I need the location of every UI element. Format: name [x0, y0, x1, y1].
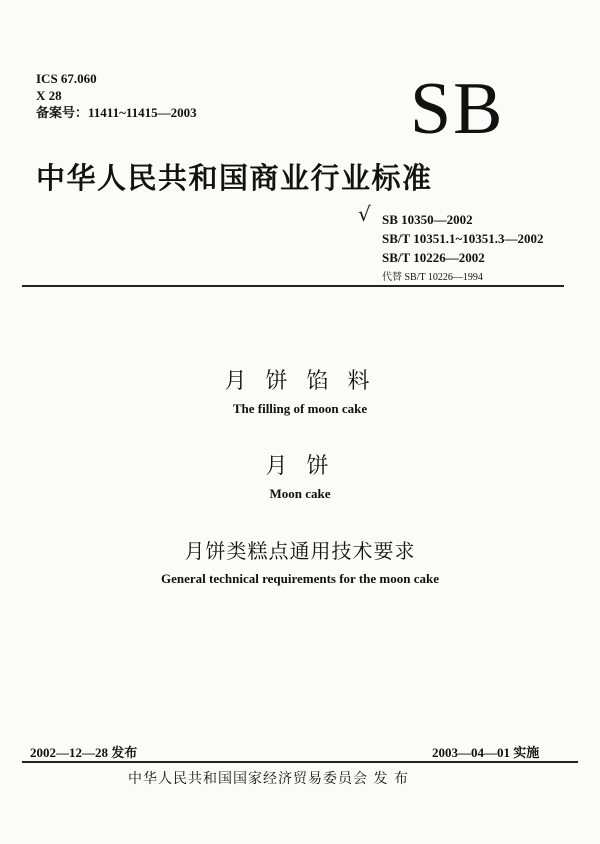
footer-divider — [22, 761, 578, 763]
replaces-note: 代替 SB/T 10226—1994 — [382, 272, 483, 283]
filing-number: 备案号：11411~11415—2003 — [36, 105, 197, 120]
implement-date: 2003—04—01 实施 — [432, 745, 540, 760]
title-cn-general: 月饼类糕点通用技术要求 — [184, 539, 416, 563]
title-en-general: General technical requirements for the moon cake — [160, 571, 439, 586]
sb-standard-mark: SB — [410, 68, 505, 150]
check-mark-icon: √ — [358, 202, 371, 226]
standard-code-3: SB/T 10226—2002 — [382, 250, 485, 265]
title-en-mooncake: Moon cake — [269, 486, 331, 501]
standard-code-1: SB 10350—2002 — [382, 212, 473, 227]
ics-code: ICS 67.060 — [36, 71, 97, 86]
standard-code-2: SB/T 10351.1~10351.3—2002 — [382, 231, 544, 246]
issue-date: 2002—12—28 发布 — [30, 745, 138, 760]
header-divider — [22, 285, 564, 287]
title-cn-filling: 月 饼 馅 料 — [224, 369, 376, 394]
classification-code: X 28 — [36, 88, 62, 103]
title-cn-mooncake: 月 饼 — [265, 454, 335, 479]
title-en-filling: The filling of moon cake — [232, 401, 368, 416]
issuing-authority: 中华人民共和国国家经济贸易委员会 发 布 — [128, 771, 409, 787]
standard-category-title: 中华人民共和国商业行业标准 — [36, 161, 433, 195]
